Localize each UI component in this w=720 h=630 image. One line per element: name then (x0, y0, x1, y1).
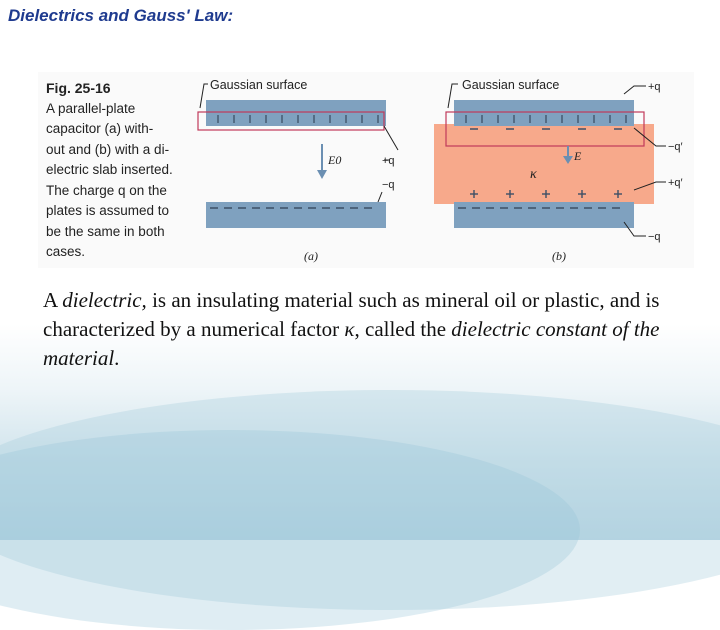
leader-minus-q-a (378, 192, 382, 202)
text-run: , called the (354, 317, 452, 341)
panel-label-a: (a) (304, 249, 318, 263)
caption-line: capacitor (a) with- (46, 121, 154, 136)
caption-line: A parallel-plate (46, 100, 136, 116)
caption-line: cases. (46, 244, 86, 259)
bottom-plate-b (454, 202, 634, 228)
text-run: . (114, 346, 120, 370)
figure-number: Fig. 25-16 (46, 80, 111, 96)
gaussian-label-b: Gaussian surface (462, 78, 560, 92)
capacitor-diagram (38, 72, 694, 268)
panel-a (198, 78, 398, 263)
kappa-label: κ (530, 167, 537, 182)
panel-b (434, 78, 683, 263)
charge-minus-q-b: −q (648, 231, 661, 243)
caption-line: plates is assumed to (46, 203, 170, 218)
caption-line: out and (b) with a di- (46, 141, 170, 157)
text-run: is an insulating material such as mineral oil or plastic, and is characterized by a numerical factor (43, 288, 660, 341)
dielectric-slab (434, 124, 654, 204)
charge-plus-qprime: +q′ (668, 177, 683, 189)
charge-minus-q-a: −q (382, 179, 395, 191)
body-paragraph (43, 286, 683, 373)
charge-plus-q-a: +q (382, 155, 395, 167)
figure-25-16 (38, 72, 694, 268)
caption-line: electric slab inserted. (46, 162, 173, 177)
kappa-symbol: κ (344, 317, 355, 341)
field-arrowhead-a (317, 170, 327, 179)
leader-plus-q-a (384, 126, 398, 150)
gaussian-label-a: Gaussian surface (210, 78, 308, 92)
term-dielectric: dielectric, (62, 288, 147, 312)
caption-line: be the same in both (46, 223, 165, 239)
bottom-plate-a (206, 202, 386, 228)
charge-plus-q-b: +q (648, 81, 661, 93)
slide-title: Dielectrics and Gauss' Law: (8, 6, 234, 25)
text-run: A (43, 288, 63, 312)
field-label-b: E (574, 149, 582, 163)
top-plate-a (206, 100, 386, 126)
term-dielectric-constant: dielectric constant of the material (43, 317, 660, 370)
charge-minus-qprime: −q′ (668, 141, 683, 153)
panel-label-b: (b) (552, 249, 566, 263)
top-plate-b (454, 100, 634, 126)
field-label-a: E0 (328, 153, 342, 167)
caption-line: The charge q on the (46, 182, 167, 198)
